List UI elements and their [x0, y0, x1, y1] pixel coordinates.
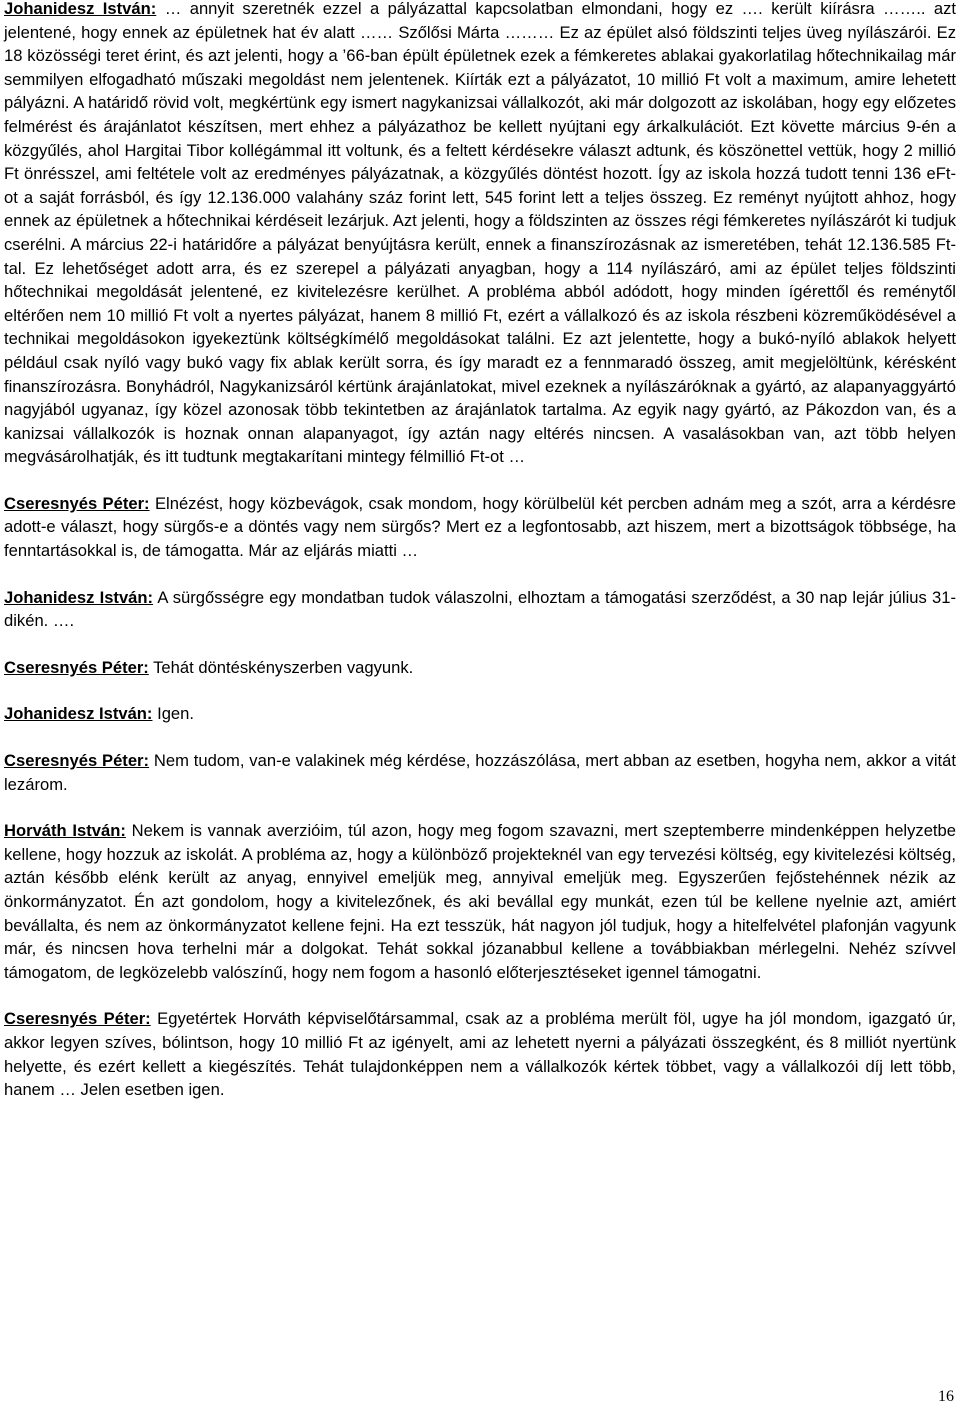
speaker-name: Johanidesz István:: [4, 587, 154, 607]
paragraph-cseresnyes-1: [4, 492, 956, 563]
paragraph-text: Nem tudom, van-e valakinek még kérdése, hozzászólása, mert abban az esetben, hogyha nem, akkor a vitát lezárom.: [4, 751, 956, 794]
paragraph-cseresnyes-4: [4, 1007, 956, 1101]
paragraph-text: Tehát döntéskényszerben vagyunk.: [148, 657, 414, 677]
speaker-name: Johanidesz István:: [4, 704, 153, 724]
speaker-name: Cseresnyés Péter:: [4, 493, 150, 513]
paragraph-text: Egyetértek Horváth képviselőtársammal, csak az a probléma merült föl, ugye ha jól mondom, igazgató úr, akkor legyen szíves, bólintson, hogy 10 millió Ft az igényelt, ami az lehetett nyerni a pályázati összegként, és 8 milliót nyertünk helyette, és ezért kellett a kiegészítés. Tehát tulajdonképpen nem a vállalkozók kértek többet, vagy a vállalkozói díj lett több, hanem … Jelen esetben igen.: [4, 1009, 956, 1100]
speaker-name: Cseresnyés Péter:: [4, 657, 149, 677]
paragraph-johanidesz-2: [4, 586, 956, 633]
paragraph-horvath-1: [4, 819, 956, 984]
paragraph-text: Nekem is vannak averzióim, túl azon, hogy meg fogom szavazni, mert szeptemberre mindenképpen helyzetbe kellene, hogy hozzuk az iskolát. A probléma az, hogy a különböző projekteknél van egy tervezési költség, egy kivitelezési költség, aztán később elénk került az anyag, ennyivel emeljük meg, annyival emeljük meg. Egyszerűen fejőstehénnek nézik az önkormányzatot. Én azt gondolom, hogy a kivitelezőnek, és aki bevállal egy munkát, ezen túl be kellene nyelnie azt, amiért bevállalta, és nem az önkormányzatot kellene fejni. Ha ezt tesszük, hát nagyon jól tudjuk, hogy a hitelfelvétel plafonján vagyunk már, és nincsen hova terhelni már a dolgokat. Tehát sokkal józanabbul kellene a továbbiakban mérlegelni. Nehéz szívvel támogatom, de legközelebb valószínű, hogy nem fogom a hasonló előterjesztéseket igennel támogatni.: [4, 821, 956, 982]
speaker-name: Cseresnyés Péter:: [4, 751, 150, 771]
speaker-name: Cseresnyés Péter:: [4, 1009, 151, 1029]
paragraph-text: … annyit szeretnék ezzel a pályázattal kapcsolatban elmondani, hogy ez …. került kiírásra …….. azt jelentené, hogy ennek az épületnek hat év alatt …… Szőlősi Márta ……… Ez az épület alsó földszinti teljes üveg nyílászárói. Ez 18 közösségi teret érint, és azt jelenti, hogy a ’66-ban épült épületnek ezek a fémkeretes ablakai gyakorlatilag hőtechnikailag már semmilyen elfogadható műszaki megoldást nem jelentenek. Kiírták ezt a pályázatot, 10 millió Ft volt a maximum, amire lehetett pályázni. A határidő rövid volt, megkértünk egy ismert nagykanizsai vállalkozót, aki már dolgozott az iskolában, hogy egy előzetes felmérést és árajánlatot készítsen, mert ehhez a pályázathoz be kellett nyújtani egy árkalkulációt. Ezt követte március 9-én a közgyűlés, ahol Hargitai Tibor kollégámmal itt voltunk, és a feltett kérdésekre választ adtunk, és köszönettel vettük, hogy 2 millió Ft önrésszel, ami feltétele volt az eredményes pályázatnak, a közgyűlés döntést hozott. Így az iskola hozzá tudott tenni 136 eFt-ot a saját forrásból, és így 12.136.000 valahány száz forint lett, 545 forint lett a teljes összeg. Ez reményt nyújtott ahhoz, hogy ennek az épületnek a hőtechnikai kérdéseit lezárjuk. Azt jelenti, hogy a földszinten az összes régi fémkeretes nyílászárót ki tudjuk cserélni. A március 22-i határidőre a pályázat benyújtásra került, ennek a finanszírozásnak az ismeretében, tehát 12.136.585 Ft-tal. Ez lehetőséget adott arra, és ez szerepel a pályázati anyagban, hogy a 114 nyílászáró, ami az épület teljes földszinti hőtechnikai megoldását jelentené, ez kivitelezésre kerülhet. A probléma abból adódott, hogy minden ígérettől és reménytől eltérően nem 10 millió Ft volt a nyertes pályázat, hanem 8 millió Ft, ezért a vállalkozó és az iskola részbeni közreműködésével a technikai megoldásokon igyekeztünk költségkímélő megoldásokat találni. Ez azt jelentette, hogy a bukó-nyíló ablakok helyett például csak nyíló vagy bukó vagy fix ablak került sorra, és így maradt ez a fennmaradó összeg, amit megjelöltünk, kérésként finanszírozásra. Bonyhádról, Nagykanizsáról kértünk árajánlatokat, mivel ezeknek a nyílászáróknak a gyártó, az alapanyaggyártó nagyjából ugyanaz, így közel azonosak több tekintetben az árajánlatok tartalma. Az egyik nagy gyártó, az Pákozdon van, és a kanizsai vállalkozók is hoznak onnan alapanyagot, így aztán nagy eltérés nincsen. A vasalásokban van, azt több helyen megvásárolhatják, és itt tudtunk megtakarítani mintegy félmillió Ft-ot …: [4, 0, 956, 467]
page-number: 16: [938, 1388, 954, 1405]
paragraph-cseresnyes-3: [4, 749, 956, 796]
speaker-name: Johanidesz István:: [4, 0, 157, 18]
speaker-name: Horváth István:: [4, 821, 126, 841]
paragraph-johanidesz-1: [4, 0, 956, 469]
paragraph-text: A sürgősségre egy mondatban tudok válaszolni, elhoztam a támogatási szerződést, a 30 nap lejár július 31-dikén. ….: [4, 587, 956, 631]
paragraph-text: Elnézést, hogy közbevágok, csak mondom, hogy körülbelül két percben adnám meg a szót, arra a kérdésre adott-e választ, hogy sürgős-e a döntés vagy nem sürgős? Mert ez a legfontosabb, azt hiszem, mert a bizottságok többsége, ha fenntartásokkal is, de támogatta. Már az eljárás miatti …: [4, 493, 956, 561]
paragraph-text: Igen.: [152, 704, 194, 724]
paragraph-cseresnyes-2: [4, 656, 956, 680]
paragraph-johanidesz-3: [4, 702, 956, 726]
